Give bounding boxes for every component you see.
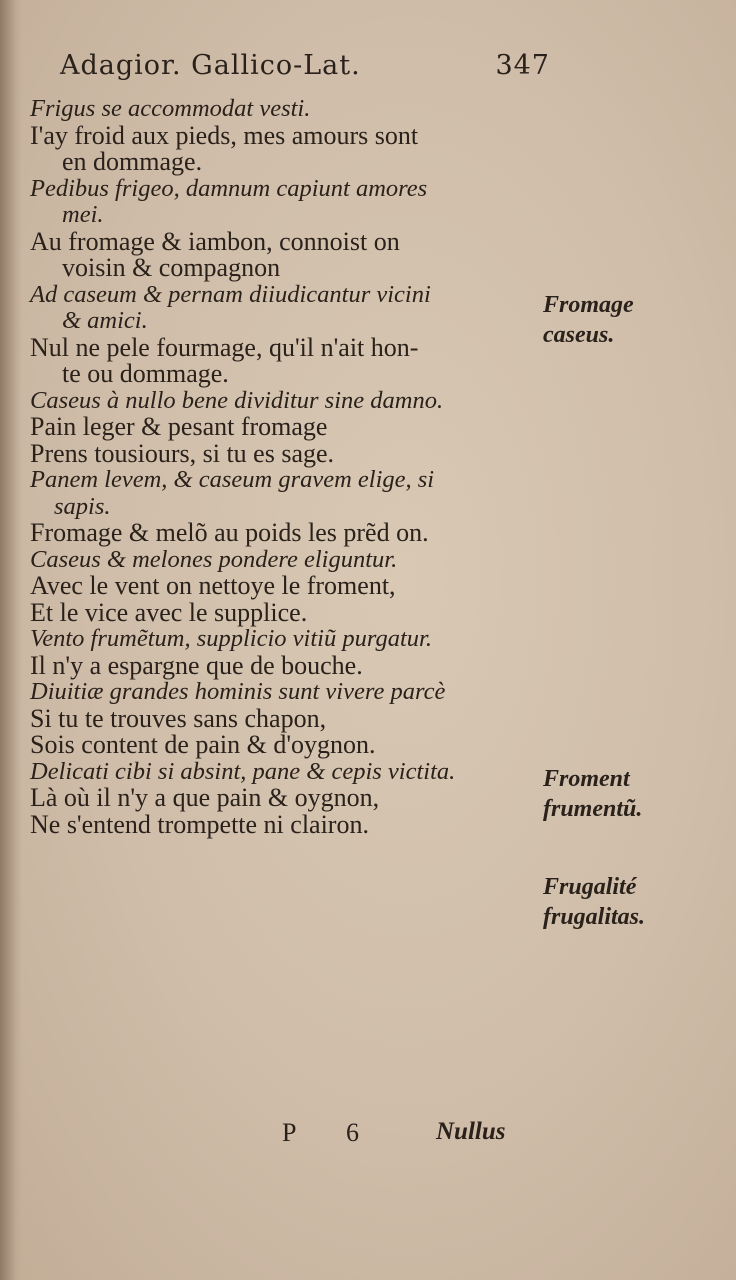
catchword: Nullus [436,1118,506,1145]
french-line: Nul ne pele fourmage, qu'il n'ait hon- [30,332,419,362]
latin-line: Vento frumẽtum, supplicio vitiũ purgatur. [30,625,432,652]
latin-line: Diuitiæ grandes hominis sunt vivere parcè [30,678,446,705]
french-line: I'ay froid aux pieds, mes amours sont [30,120,419,150]
latin-line: Caseus à nullo bene dividitur sine damno. [30,386,444,414]
french-line: voisin & compagnon [62,253,281,282]
latin-line: Caseus & melones pondere eliguntur. [30,545,398,573]
french-line: te ou dommage. [62,359,229,388]
french-line: Fromage & melõ au poids les prẽd on. [30,518,429,547]
margin-note-latin: frugalitas. [543,904,646,930]
latin-line: mei. [62,201,104,228]
margin-note-term: Fromage [543,292,634,318]
french-line: Si tu te trouves sans chapon, [30,703,327,733]
french-line: Au fromage & iambon, connoist on [30,226,400,256]
latin-line: & amici. [62,307,148,334]
french-line: Ne s'entend trompette ni clairon. [30,809,369,839]
signature-mark: P 6 [282,1118,381,1147]
running-header [60,50,550,81]
latin-line: Panem levem, & caseum gravem elige, si [30,466,435,493]
french-line: Il n'y a espargne que de bouche. [30,650,363,680]
margin-note-fromage [543,290,723,350]
page-number: 347 [495,50,550,81]
french-line: en dommage. [62,147,203,176]
latin-line: Delicati cibi si absint, pane & cepis victita. [30,757,456,785]
running-title: Adagior. Gallico-Lat. [60,50,361,81]
french-line: Pain leger & pesant fromage [30,412,328,441]
french-line: Prens tousiours, si tu es sage. [30,438,335,468]
margin-note-term: Frugalité [543,874,637,900]
margin-note-latin: frumentũ. [543,796,643,822]
text-body [30,96,550,838]
latin-line: Pedibus frigeo, damnum capiunt amores [30,174,428,202]
margin-note-froment [543,764,723,824]
french-line: Sois content de pain & d'oygnon. [30,730,376,759]
margin-note-frugalite [543,872,723,932]
french-line: Là où il n'y a que pain & oygnon, [30,783,380,812]
latin-line: Ad caseum & pernam diiudicantur vicini [30,280,431,308]
french-line: Avec le vent on nettoye le froment, [30,571,396,600]
latin-line: Frigus se accommodat vesti. [30,95,311,122]
latin-line: sapis. [54,492,111,520]
margin-note-term: Froment [543,766,630,792]
page-gutter-shadow [0,0,22,1280]
french-line: Et le vice avec le supplice. [30,597,308,627]
margin-note-latin: caseus. [543,322,615,348]
